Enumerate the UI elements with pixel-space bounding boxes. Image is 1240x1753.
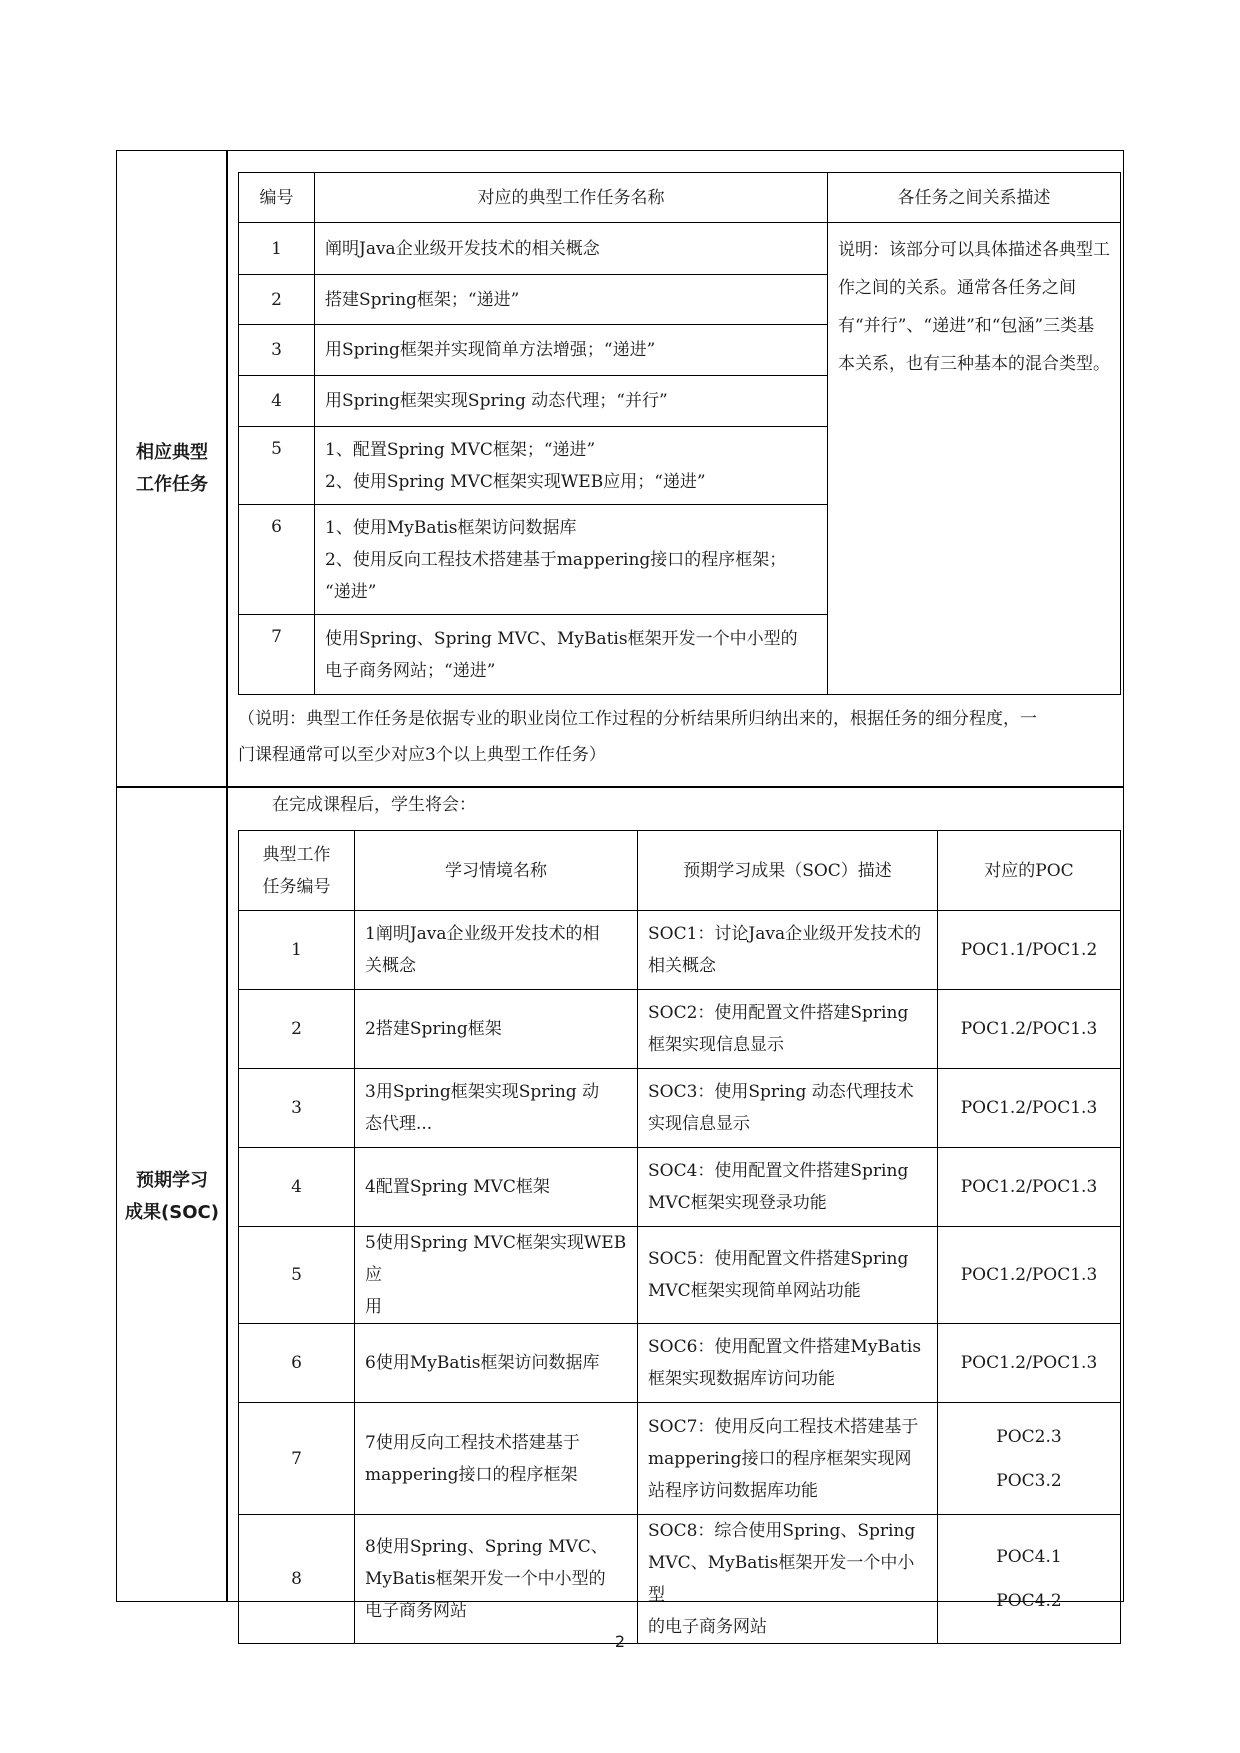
soc-line: 相关概念 (648, 956, 716, 976)
soc-line: MVC框架实现简单网站功能 (648, 1281, 861, 1301)
page-number: 2 (614, 1632, 626, 1651)
task-name-line: 用Spring框架并实现简单方法增强；“递进” (325, 340, 656, 360)
poc-line: POC1.2/POC1.3 (960, 1019, 1098, 1039)
poc-line: POC3.2 (996, 1470, 1062, 1491)
task-name (315, 376, 828, 427)
soc-line: 站程序访问数据库功能 (648, 1480, 818, 1501)
scene-line: 6使用MyBatis框架访问数据库 (365, 1353, 600, 1373)
soc-line: 的电子商务网站 (648, 1617, 767, 1637)
section1-label (118, 437, 226, 501)
poc-cell (938, 1515, 1121, 1644)
soc-line: mappering接口的程序框架实现网 (648, 1448, 912, 1469)
soc-line: SOC6：使用配置文件搭建MyBatis (648, 1337, 922, 1357)
soc-line: SOC4：使用配置文件搭建Spring (648, 1161, 909, 1181)
section1-note (238, 701, 1120, 773)
soc-description (638, 1515, 938, 1644)
table-row (239, 1515, 1121, 1644)
section2-intro: 在完成课程后，学生将会： (272, 795, 476, 815)
poc-line: POC4.1 (996, 1547, 1062, 1567)
header-cell: 预期学习成果（SOC）描述 (638, 831, 938, 911)
section2-label (118, 1165, 226, 1229)
task-name-line: 搭建Spring框架；“递进” (325, 289, 520, 310)
learning-outcomes-table (238, 830, 1121, 1644)
scene-name (355, 1515, 638, 1644)
section2-label-line: 成果(SOC) (125, 1202, 219, 1223)
table-row (239, 990, 1121, 1069)
task-name (315, 505, 828, 615)
poc-line: POC1.1/POC1.2 (960, 940, 1098, 960)
header-cell (239, 831, 355, 911)
poc-line: POC1.2/POC1.3 (960, 1098, 1098, 1118)
table-row (239, 223, 1121, 275)
soc-line: SOC3：使用Spring 动态代理技术 (648, 1082, 914, 1102)
poc-line: POC4.2 (996, 1591, 1062, 1611)
scene-line: 电子商务网站 (365, 1601, 467, 1621)
task-no: 3 (239, 325, 315, 376)
table-row (239, 911, 1121, 990)
task-name-line: 电子商务网站；“递进” (325, 660, 496, 681)
task-no: 6 (239, 505, 315, 615)
soc-line: SOC5：使用配置文件搭建Spring (648, 1249, 909, 1269)
task-name-line: 1、使用MyBatis框架访问数据库 (325, 517, 577, 538)
poc-cell (938, 990, 1121, 1069)
table-header-row (239, 831, 1121, 911)
task-name-line: 2、使用反向工程技术搭建基于mappering接口的程序框架； (325, 549, 787, 570)
scene-name (355, 1148, 638, 1227)
task-no: 2 (239, 990, 355, 1069)
soc-line: SOC8：综合使用Spring、Spring (648, 1521, 916, 1541)
task-name (315, 223, 828, 275)
task-name-line: 1、配置Spring MVC框架；“递进” (325, 439, 596, 460)
label-column-divider (226, 150, 228, 1602)
table-row (239, 1227, 1121, 1324)
task-name (315, 427, 828, 505)
poc-line: POC1.2/POC1.3 (960, 1353, 1098, 1373)
task-name-line: “递进” (325, 581, 377, 602)
task-no: 5 (239, 1227, 355, 1324)
section-divider (116, 786, 1124, 788)
task-no: 2 (239, 275, 315, 325)
poc-line: POC1.2/POC1.3 (960, 1265, 1098, 1285)
soc-line: 框架实现信息显示 (648, 1035, 784, 1055)
typical-tasks-table (238, 172, 1121, 695)
scene-line: 4配置Spring MVC框架 (365, 1177, 550, 1197)
scene-name (355, 1324, 638, 1403)
poc-cell (938, 1324, 1121, 1403)
scene-line: 2搭建Spring框架 (365, 1019, 502, 1039)
soc-description (638, 911, 938, 990)
task-name-line: 用Spring框架实现Spring 动态代理；“并行” (325, 391, 668, 411)
poc-cell (938, 1148, 1121, 1227)
task-name-line: 使用Spring、Spring MVC、MyBatis框架开发一个中小型的 (325, 628, 798, 649)
table-row (239, 1403, 1121, 1515)
task-no: 4 (239, 376, 315, 427)
relation-description (828, 223, 1121, 695)
soc-description (638, 1227, 938, 1324)
soc-description (638, 1069, 938, 1148)
task-no: 8 (239, 1515, 355, 1644)
header-cell: 编号 (239, 173, 315, 223)
soc-description (638, 1403, 938, 1515)
task-name (315, 615, 828, 695)
poc-cell (938, 1069, 1121, 1148)
header-line: 任务编号 (262, 876, 331, 897)
scene-line: 7使用反向工程技术搭建基于 (365, 1432, 580, 1453)
table-row (239, 1324, 1121, 1403)
scene-name (355, 990, 638, 1069)
task-no: 6 (239, 1324, 355, 1403)
soc-line: 框架实现数据库访问功能 (648, 1369, 835, 1389)
section1-label-line: 工作任务 (136, 474, 208, 495)
scene-line: 3用Spring框架实现Spring 动 (365, 1082, 600, 1102)
scene-line: 8使用Spring、Spring MVC、 (365, 1537, 608, 1557)
task-no: 4 (239, 1148, 355, 1227)
header-cell: 学习情境名称 (355, 831, 638, 911)
task-name-line: 阐明Java企业级开发技术的相关概念 (325, 238, 600, 259)
note-line: 门课程通常可以至少对应3个以上典型工作任务） (238, 745, 606, 765)
task-name (315, 275, 828, 325)
header-line: 典型工作 (262, 844, 331, 865)
scene-name (355, 911, 638, 990)
task-no: 7 (239, 1403, 355, 1515)
scene-line: 1阐明Java企业级开发技术的相 (365, 924, 600, 944)
table-row (239, 1148, 1121, 1227)
scene-name (355, 1227, 638, 1324)
task-no: 1 (239, 223, 315, 275)
table-row (239, 1069, 1121, 1148)
relation-text: 说明：该部分可以具体描述各典型工作之间的关系。通常各任务之间有“并行”、“递进”和“包涵”三类基本关系，也有三种基本的混合类型。 (838, 240, 1110, 374)
table-header-row (239, 173, 1121, 223)
soc-line: SOC2：使用配置文件搭建Spring (648, 1003, 909, 1023)
note-line: （说明：典型工作任务是依据专业的职业岗位工作过程的分析结果所归纳出来的，根据任务的细分程度，一 (238, 709, 1037, 729)
task-name-line: 2、使用Spring MVC框架实现WEB应用；“递进” (325, 471, 706, 492)
task-no: 5 (239, 427, 315, 505)
scene-line: 用 (365, 1297, 382, 1317)
scene-line: mappering接口的程序框架 (365, 1464, 578, 1485)
soc-line: SOC7：使用反向工程技术搭建基于 (648, 1416, 919, 1437)
scene-line: 5使用Spring MVC框架实现WEB应 (365, 1233, 627, 1285)
task-no: 7 (239, 615, 315, 695)
soc-description (638, 990, 938, 1069)
soc-line: MVC框架实现登录功能 (648, 1193, 827, 1213)
poc-cell (938, 1227, 1121, 1324)
header-cell: 各任务之间关系描述 (828, 173, 1121, 223)
header-cell: 对应的典型工作任务名称 (315, 173, 828, 223)
poc-cell (938, 911, 1121, 990)
soc-line: 实现信息显示 (648, 1114, 750, 1134)
scene-line: 关概念 (365, 956, 416, 976)
header-cell: 对应的POC (938, 831, 1121, 911)
soc-description (638, 1324, 938, 1403)
scene-line: MyBatis框架开发一个中小型的 (365, 1569, 606, 1589)
task-name (315, 325, 828, 376)
section1-label-line: 相应典型 (136, 442, 208, 463)
soc-line: SOC1：讨论Java企业级开发技术的 (648, 924, 922, 944)
poc-line: POC1.2/POC1.3 (960, 1177, 1098, 1197)
poc-line: POC2.3 (996, 1426, 1062, 1447)
soc-description (638, 1148, 938, 1227)
task-no: 3 (239, 1069, 355, 1148)
scene-name (355, 1403, 638, 1515)
section2-label-line: 预期学习 (136, 1170, 208, 1191)
scene-line: 态代理... (365, 1114, 433, 1134)
poc-cell (938, 1403, 1121, 1515)
task-no: 1 (239, 911, 355, 990)
soc-line: MVC、MyBatis框架开发一个中小型 (648, 1553, 915, 1605)
scene-name (355, 1069, 638, 1148)
